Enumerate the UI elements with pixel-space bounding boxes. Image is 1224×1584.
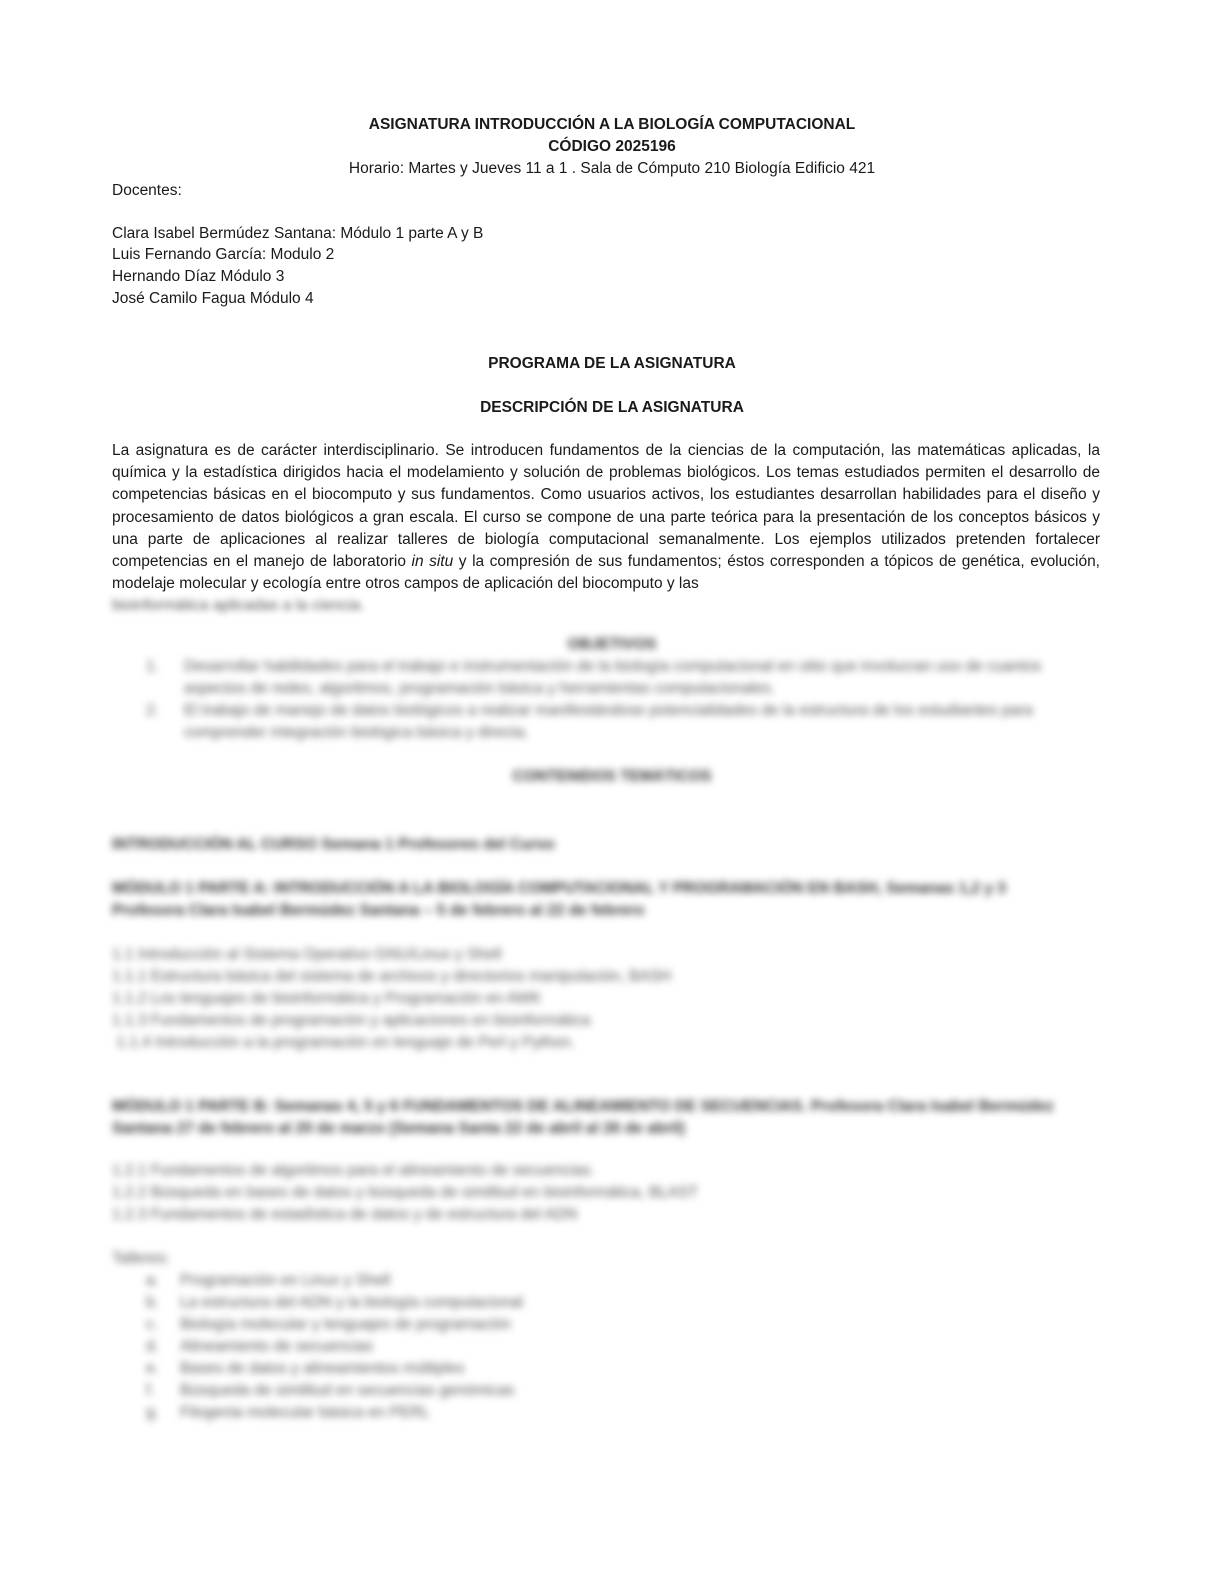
program-title: PROGRAMA DE LA ASIGNATURA: [488, 355, 736, 372]
teacher-item: Clara Isabel Bermúdez Santana: Módulo 1 parte A y B: [112, 225, 484, 242]
blurred-heading: CONTENIDOS TEMÁTICOS: [512, 768, 712, 785]
blurred-heading: OBJETIVOS: [567, 636, 657, 653]
course-code: CÓDIGO 2025196: [548, 138, 676, 155]
description-blurred-tail: bioinformática aplicadas a la ciencia.: [112, 597, 365, 615]
blurred-subheading: MÓDULO 1 PARTE A: INTRODUCCIÓN A LA BIOLOGÍA COMPUTACIONAL Y PROGRAMACIÓN EN BASH, Semanas 1,2 y 3 Profesora Clara Isabel Bermúdez Santana – 5 de febrero al 22 de febrero: [112, 880, 1006, 919]
blurred-list: Talleres: a. Programación en Linux y Shell b. La estructura del ADN y la biología computacional c. Biología molecular y lenguajes de programación d. Alineamiento de secuencias e. Bases de datos y alineamientos múltiples f. Búsqueda de similitud en secuencias genómicas g. Filogenia molecular básica en PERL: [112, 1250, 523, 1421]
blurred-subheading: INTRODUCCIÓN AL CURSO Semana 1 Profesores del Curso: [112, 836, 555, 853]
description-title: DESCRIPCIÓN DE LA ASIGNATURA: [480, 399, 744, 416]
blurred-objectives: 1. Desarrollar habilidades para el trabajo e instrumentación de la biología computacional en sitio que involucran uso de cuantos aspectos de redes, algoritmos, programación básica y herramientas computacionales. 2. El trabajo de manejo de datos biológicos a realizar manifestándose potencialidades de la estructura de los estudiantes para comprender integración biológica básica y directa.: [146, 658, 1042, 741]
description-text-part1: La asignatura es de carácter interdisciplinario. Se introducen fundamentos de la ciencias de la computación, las matemáticas aplicadas, la química y la estadística dirigidos hacia el modelamiento y solución de problemas biológicos. Los temas estudiados permiten el desarrollo de competencias básicas en el biocomputo y sus fundamentos. Como usuarios activos, los estudiantes desarrollan habilidades para el diseño y procesamiento de datos biológicos a gran escala. El curso se compone de una parte teórica para la presentación de los conceptos básicos y una parte de aplicaciones al realizar talleres de biología computacional semanalmente. Los ejemplos utilizados pretenden fortalecer competencias en el manejo de laboratorio: [112, 442, 1100, 571]
course-title: ASIGNATURA INTRODUCCIÓN A LA BIOLOGÍA COMPUTACIONAL: [368, 116, 856, 133]
teachers-label: Docentes:: [112, 182, 182, 199]
blurred-subheading: MÓDULO 1 PARTE B: Semanas 4, 5 y 6 FUNDAMENTOS DE ALINEAMIENTO DE SECUENCIAS. Profesora Clara Isabel Bermúdez Santana 27 de febrero al 20 de marzo (Semana Santa 22 de abril al 26 de abril): [112, 1098, 1054, 1137]
course-schedule: Horario: Martes y Jueves 11 a 1 . Sala de Cómputo 210 Biología Edificio 421: [348, 160, 876, 177]
teacher-item: Luis Fernando García: Modulo 2: [112, 246, 335, 263]
description-italic: in situ: [411, 553, 454, 571]
teacher-item: Hernando Díaz Módulo 3: [112, 268, 285, 285]
teacher-item: José Camilo Fagua Módulo 4: [112, 290, 314, 307]
description-paragraph: [112, 440, 1100, 618]
description-text-part2: y la compresión de sus fundamentos; éstos corresponden a tópicos de genética, evolución, modelaje molecular y ecología entre otros campos de aplicación del biocomputo y las: [112, 553, 1100, 593]
blurred-list: 1.1 Introducción al Sistema Operativo GNU/Linux y Shell 1.1.1 Estructura básica del sistema de archivos y directorios manipulación, BASH 1.1.2 Los lenguajes de bioinformática y Programación en AWK 1.1.3 Fundamentos de programación y aplicaciones en bioinformática 1.1.4 Introducción a la programación en lenguaje de Perl y Python.: [112, 946, 672, 1051]
blurred-list: 1.2.1 Fundamentos de algoritmos para el alineamiento de secuencias. 1.2.2 Búsqueda en bases de datos y búsqueda de similitud en bioinformática, BLAST 1.2.3 Fundamentos de estadística de datos y de estructura del ADN: [112, 1162, 698, 1223]
